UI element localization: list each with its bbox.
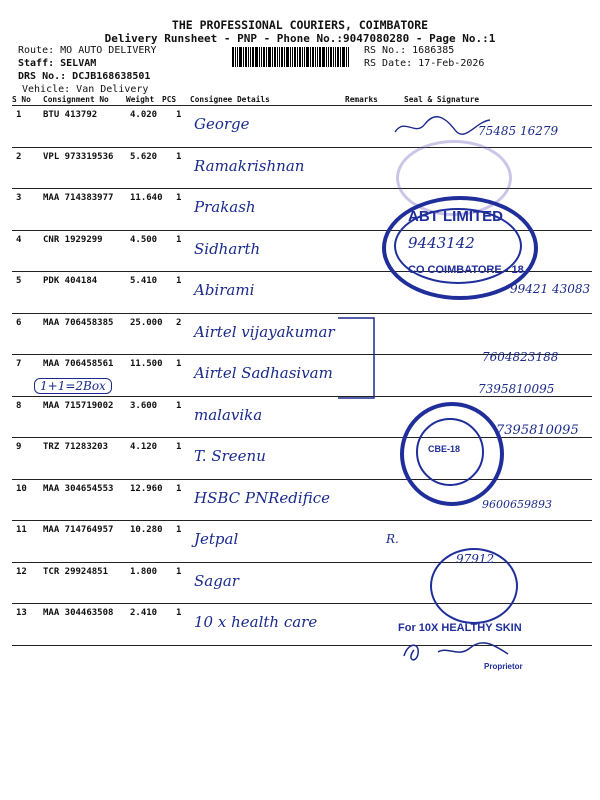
row-consignment-no: MAA 714764957	[43, 525, 114, 535]
barcode-bar	[326, 47, 327, 67]
round-stamp	[400, 402, 504, 506]
staff-label: Staff: SELVAM	[18, 58, 97, 69]
proprietor-label: Proprietor	[484, 662, 523, 671]
barcode-bar	[328, 47, 329, 67]
row-pcs: 1	[176, 234, 182, 245]
barcode-bar	[317, 47, 318, 67]
barcode-bar	[294, 47, 296, 67]
row-consignee-handwriting: Prakash	[194, 198, 256, 216]
row-weight: 4.020	[130, 110, 158, 120]
barcode-bar	[342, 47, 345, 67]
barcode-bar	[250, 47, 251, 67]
barcode-bar	[292, 47, 293, 67]
col-sno: S No	[12, 95, 31, 104]
abt-stamp-top: ABT LIMITED	[408, 208, 503, 225]
row-pcs: 1	[176, 110, 182, 120]
row-consignment-no: TRZ 71283203	[43, 442, 109, 452]
row-consignee-handwriting: malavika	[194, 405, 263, 424]
row-consignee-handwriting: George	[194, 115, 250, 133]
row-sno: 2	[16, 151, 22, 162]
col-pcs: PCS	[162, 95, 177, 104]
barcode-bar	[237, 47, 238, 67]
row-weight: 5.410	[130, 276, 158, 286]
row-consignee-handwriting: Airtel vijayakumar	[194, 322, 335, 341]
barcode-bar	[232, 47, 234, 67]
row11-phone: 97912	[456, 552, 495, 566]
barcode-bar	[243, 47, 244, 67]
table-rule	[12, 313, 592, 314]
row-pcs: 2	[176, 317, 182, 328]
row-sno: 13	[16, 608, 27, 618]
row-weight: 25.000	[130, 317, 163, 328]
row-sno: 1	[16, 110, 22, 120]
row-sno: 6	[16, 317, 22, 328]
row-sno: 8	[16, 400, 22, 411]
barcode-bar	[304, 47, 305, 67]
row-consignee-handwriting: Ramakrishnan	[194, 156, 305, 175]
row-consignment-no: MAA 304654553	[43, 483, 114, 494]
row-sno: 11	[16, 525, 27, 535]
row-consignment-no: MAA 715719002	[43, 400, 114, 411]
row-pcs: 1	[176, 483, 182, 494]
rs-number: RS No.: 1686385	[364, 45, 455, 56]
row-consignment-no: MAA 706458385	[43, 317, 114, 328]
row-pcs: 1	[176, 400, 182, 411]
round-stamp-text: CBE-18	[428, 444, 461, 454]
col-consignment: Consignment No	[43, 95, 109, 104]
barcode-bar	[322, 47, 325, 67]
row8-phone: 7395810095	[478, 382, 555, 396]
barcode-bar	[312, 47, 314, 67]
rs-date: RS Date: 17-Feb-2026	[364, 58, 485, 69]
row-consignment-no: TCR 29924851	[43, 566, 109, 577]
row-pcs: 1	[176, 359, 182, 369]
row5-numbers: 99421 43083	[510, 282, 591, 296]
row-weight: 3.600	[130, 400, 158, 411]
row10-phone: 9600659893	[482, 498, 552, 511]
row-consignee-handwriting: HSBC PNRedifice	[194, 488, 330, 507]
row-weight: 5.620	[130, 151, 158, 162]
row-weight: 12.960	[130, 483, 163, 494]
row-consignment-no: PDK 404184	[43, 276, 98, 286]
drs-label: DRS No.: DCJB168638501	[18, 71, 151, 82]
row-sno: 4	[16, 234, 22, 245]
row-consignee-handwriting: 10 x health care	[194, 613, 318, 631]
barcode-bar	[259, 47, 260, 67]
col-consignee: Consignee Details	[190, 95, 270, 104]
barcode-bar	[266, 47, 267, 67]
row-consignment-no: MAA 706458561	[43, 359, 114, 369]
row-consignment-no: CNR 1929299	[43, 234, 103, 245]
row9-phone: 7395810095	[496, 423, 579, 438]
barcode-bar	[235, 47, 236, 67]
barcode-bar	[346, 47, 347, 67]
row-sno: 7	[16, 359, 22, 369]
row-sno: 5	[16, 276, 22, 286]
row-weight: 10.280	[130, 525, 163, 535]
vehicle-label: Vehicle: Van Delivery	[22, 84, 149, 95]
barcode-bar	[286, 47, 289, 67]
row-pcs: 1	[176, 442, 182, 452]
barcode-bar	[277, 47, 278, 67]
barcode-bar	[245, 47, 247, 67]
barcode-bar	[279, 47, 280, 67]
barcode-bar	[268, 47, 271, 67]
barcode-bar	[261, 47, 262, 67]
col-seal: Seal & Signature	[404, 95, 480, 104]
barcode-bar	[272, 47, 273, 67]
row-consignment-no: BTU 413792	[43, 110, 98, 120]
barcode-bar	[302, 47, 303, 67]
table-rule	[12, 147, 592, 148]
col-remarks: Remarks	[345, 95, 378, 104]
row-consignee-handwriting: Sidharth	[194, 239, 261, 258]
row-pcs: 1	[176, 193, 182, 203]
row-consignee-handwriting: Jetpal	[194, 530, 239, 548]
barcode-bar	[255, 47, 258, 67]
circle-stamp-row12	[430, 548, 518, 624]
row-consignee-handwriting: T. Sreenu	[194, 447, 266, 465]
abt-stamp-mid: 9443142	[408, 234, 475, 252]
route-label: Route: MO AUTO DELIVERY	[18, 45, 157, 56]
row11-name: R.	[386, 532, 399, 546]
row7-phone: 7604823188	[482, 350, 559, 364]
barcode-bar	[315, 47, 316, 67]
barcode-bar	[330, 47, 332, 67]
row-consignment-no: MAA 714383977	[43, 193, 114, 203]
row-pcs: 1	[176, 566, 182, 577]
health-skin-stamp: For 10X HEALTHY SKIN	[398, 622, 522, 634]
row-weight: 4.500	[130, 234, 158, 245]
row-weight: 11.500	[130, 359, 163, 369]
barcode-bar	[239, 47, 242, 67]
table-rule	[12, 105, 592, 106]
row-sno: 10	[16, 483, 27, 494]
barcode-bar	[263, 47, 265, 67]
row-consignment-no: VPL 973319536	[43, 151, 114, 162]
table-rule	[12, 520, 592, 521]
barcode-bar	[310, 47, 311, 67]
barcode	[232, 47, 358, 67]
abt-stamp	[382, 196, 538, 300]
row-consignment-no: MAA 304463508	[43, 608, 114, 618]
table-rule	[12, 479, 592, 480]
row-consignee-handwriting: Airtel Sadhasivam	[194, 364, 333, 382]
runsheet-title: THE PROFESSIONAL COURIERS, COIMBATORE	[171, 18, 429, 32]
barcode-bar	[306, 47, 309, 67]
barcode-bar	[340, 47, 341, 67]
row-pcs: 1	[176, 151, 182, 162]
row-pcs: 1	[176, 525, 182, 535]
bracket-mark	[336, 314, 386, 404]
row-pcs: 1	[176, 608, 182, 618]
barcode-bar	[333, 47, 334, 67]
barcode-bar	[299, 47, 301, 67]
col-weight: Weight	[126, 95, 155, 104]
row-consignee-handwriting: Abirami	[194, 281, 255, 299]
barcode-bar	[348, 47, 349, 67]
barcode-bar	[274, 47, 276, 67]
row-weight: 4.120	[130, 442, 158, 452]
barcode-bar	[281, 47, 283, 67]
barcode-bar	[335, 47, 336, 67]
barcode-bar	[297, 47, 298, 67]
barcode-bar	[284, 47, 285, 67]
barcode-bar	[319, 47, 321, 67]
barcode-bar	[248, 47, 249, 67]
row1-numbers: 75485 16279	[478, 124, 559, 138]
row-consignee-handwriting: Sagar	[194, 571, 239, 590]
row-pcs: 1	[176, 276, 182, 286]
row-sno: 9	[16, 442, 22, 452]
runsheet-subtitle: Delivery Runsheet - PNP - Phone No.:9047080280 - Page No.:1	[104, 32, 496, 45]
box-count-note: 1+1=2Box	[34, 378, 112, 394]
row-sno: 3	[16, 193, 22, 203]
row-sno: 12	[16, 566, 27, 577]
barcode-bar	[337, 47, 339, 67]
row-weight: 2.410	[130, 608, 158, 618]
row-weight: 11.640	[130, 193, 163, 203]
barcode-bar	[290, 47, 291, 67]
row-weight: 1.800	[130, 566, 158, 577]
abt-stamp-bottom: CO COIMBATORE - 18	[408, 264, 524, 276]
barcode-bar	[252, 47, 254, 67]
